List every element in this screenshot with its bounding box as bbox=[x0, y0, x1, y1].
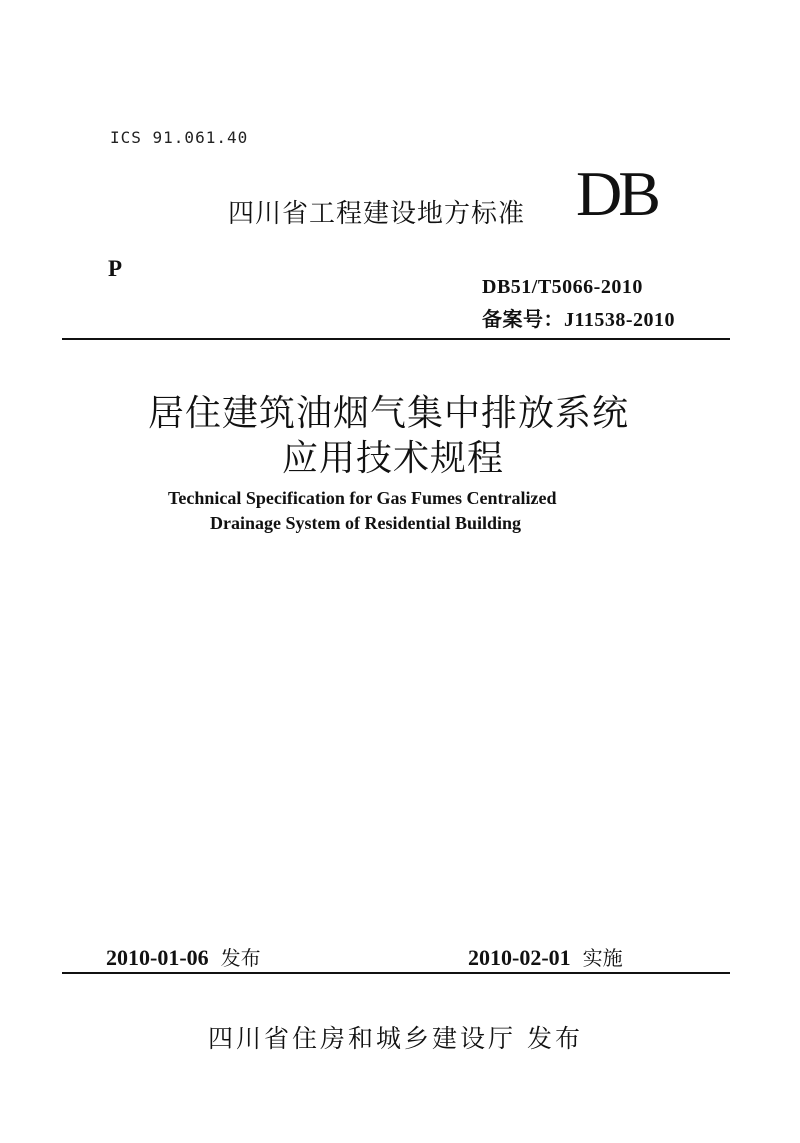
standard-number: DB51/T5066-2010 bbox=[482, 276, 643, 298]
implementation-date: 2010-02-01 bbox=[468, 945, 571, 970]
title-en-line1: Technical Specification for Gas Fumes Centralized bbox=[168, 488, 557, 508]
record-number: 备案号：J11538-2010 bbox=[482, 309, 676, 331]
title-cn-line1: 居住建筑油烟气集中排放系统 bbox=[148, 393, 630, 434]
standard-type: 四川省工程建设地方标准 bbox=[228, 199, 526, 229]
header-divider bbox=[62, 338, 730, 340]
category-letter: P bbox=[108, 256, 123, 281]
publisher: 四川省住房和城乡建设厅 发布 bbox=[208, 1024, 583, 1053]
title-en-line2: Drainage System of Residential Building bbox=[210, 513, 522, 533]
footer-divider bbox=[62, 972, 730, 974]
issue-date: 2010-01-06 bbox=[106, 945, 209, 970]
issue-label: 发布 bbox=[220, 946, 261, 970]
issue-date-block bbox=[106, 942, 261, 971]
db-logo: DB bbox=[576, 158, 657, 229]
ics-code: ICS 91.061.40 bbox=[110, 128, 249, 147]
implementation-date-block bbox=[468, 942, 623, 971]
implementation-label: 实施 bbox=[582, 946, 623, 970]
title-cn-line2: 应用技术规程 bbox=[282, 438, 505, 479]
